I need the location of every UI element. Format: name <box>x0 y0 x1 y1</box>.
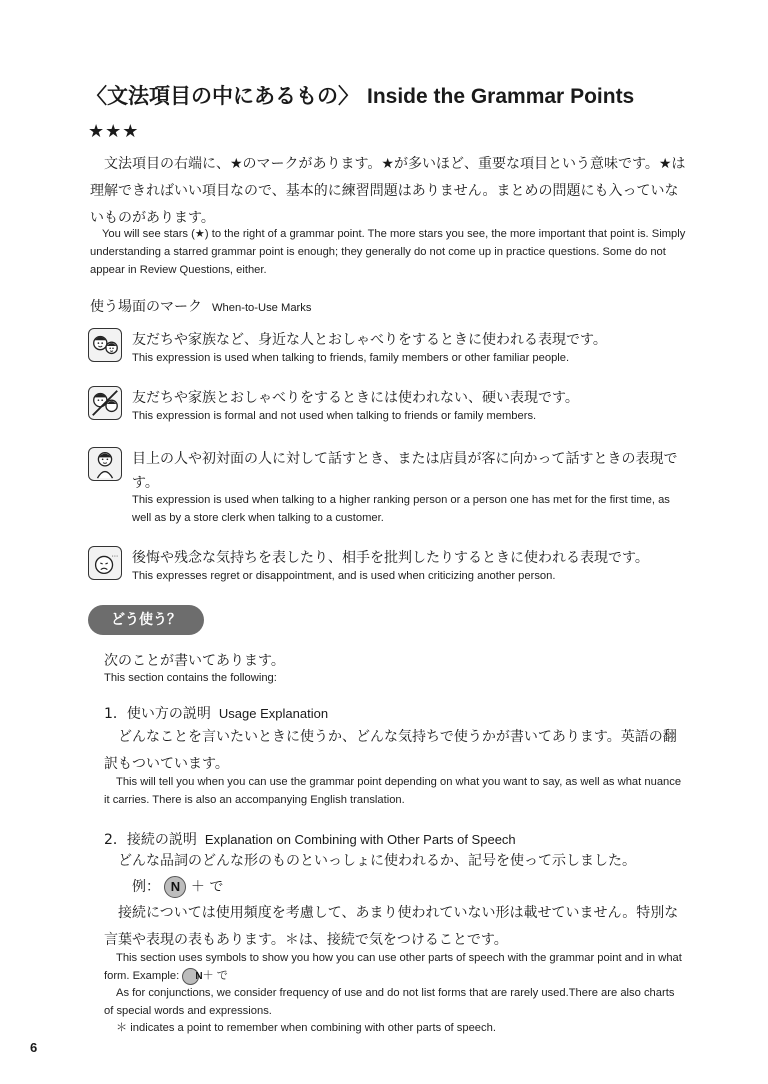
item1-body-en: This will tell you when you can use the grammar point depending on what you want to say, as well as what nuance it carries. There is also an accompanying English translation. <box>104 776 682 806</box>
mark-text-jp: 友だちや家族とおしゃべりをするときには使われない、硬い表現です。 <box>132 390 579 406</box>
mark-text-en: This expression is used when talking to a higher ranking person or a person one has met for the first time, as well as by a store clerk when talking to a customer. <box>132 494 670 524</box>
item2-body-jp2: 接続については使用頻度を考慮して、あまり使われていない形は載せていません。特別な言葉や表現の表もあります。＊は、接続で気をつけることです。 <box>104 905 679 948</box>
svg-text:…: … <box>111 550 119 559</box>
regret-face-icon <box>88 546 122 580</box>
mark-text-jp: 友だちや家族など、身近な人とおしゃべりをするときに使われる表現です。 <box>132 332 607 348</box>
mark-text-en: This expresses regret or disappointment, and is used when criticizing another person. <box>132 570 556 582</box>
item2-title-en: Explanation on Combining with Other Parts of Speech <box>204 832 516 847</box>
mark-text-en: This expression is used when talking to friends, family members or other familiar people. <box>132 352 570 364</box>
example-rest: ＋ で <box>190 879 224 895</box>
item2-example <box>132 876 223 898</box>
item2-body-en3: ＊ indicates a point to remember when combining with other parts of speech. <box>116 1022 496 1034</box>
item2-body-en2: As for conjunctions, we consider frequency of use and do not list forms that are rarely used.There are also charts of special words and expressions. <box>104 987 675 1017</box>
star-rating: ★★★ <box>88 121 140 142</box>
title-en: Inside the Grammar Points <box>367 85 635 108</box>
item1-title-jp: 使い方の説明 <box>126 706 211 722</box>
item2-number: 2． <box>104 832 127 848</box>
item1-title-en: Usage Explanation <box>218 706 329 721</box>
page-title <box>86 80 634 110</box>
section-badge: どう使う？ <box>88 605 204 635</box>
marks-heading-en: When-to-Use Marks <box>212 302 312 314</box>
marks-heading-jp: 使う場面のマーク <box>90 299 202 315</box>
title-jp: 〈文法項目の中にあるもの〉 <box>86 84 359 108</box>
noun-symbol-icon: N <box>182 968 199 985</box>
item2-heading <box>104 829 516 849</box>
formal-not-friends-icon <box>88 386 122 420</box>
intro-jp: 文法項目の右端に、★のマークがあります。★が多いほど、重要な項目という意味です。★は理解できればいい項目なので、基本的に練習問題はありません。まとめの問題にも入っていないものがあります。 <box>90 156 686 226</box>
mark-text-en: This expression is formal and not used when talking to friends or family members. <box>132 410 537 422</box>
item2-title-jp: 接続の説明 <box>126 832 197 848</box>
intro-en: You will see stars (★) to the right of a grammar point. The more stars you see, the more important that point is. Simply understanding a starred grammar point is enough; they generally do not come up in practice questions. Some do not appear in Review Questions, either. <box>90 228 686 276</box>
page-number: 6 <box>30 1040 38 1055</box>
item2-body-en1 <box>104 949 684 985</box>
friends-casual-icon <box>88 328 122 362</box>
item2-body-en1-text: This section uses symbols to show you how you can use other parts of speech with the grammar point and in what form. Example: <box>104 952 682 982</box>
mark-text-jp: 後悔や残念な気持ちを表したり、相手を批判したりするときに使われる表現です。 <box>132 550 649 566</box>
section-intro-jp: 次のことが書いてあります。 <box>104 653 285 669</box>
noun-symbol-icon: N <box>164 876 186 898</box>
polite-person-icon <box>88 447 122 481</box>
marks-heading <box>90 296 311 316</box>
item2-body-en1-rest: ＋ で <box>202 970 228 982</box>
example-label: 例： <box>132 879 160 895</box>
item1-heading <box>104 703 328 723</box>
section-intro-en: This section contains the following: <box>104 672 277 684</box>
item2-body-jp1: どんな品詞のどんな形のものといっしょに使われるか、記号を使って示しました。 <box>118 853 636 869</box>
item1-body-jp: どんなことを言いたいときに使うか、どんな気持ちで使うかが書いてあります。英語の翻訳もついています。 <box>104 729 677 772</box>
item1-number: 1． <box>104 706 127 722</box>
mark-text-jp: 目上の人や初対面の人に対して話すとき、または店員が客に向かって話すときの表現です。 <box>132 451 678 491</box>
